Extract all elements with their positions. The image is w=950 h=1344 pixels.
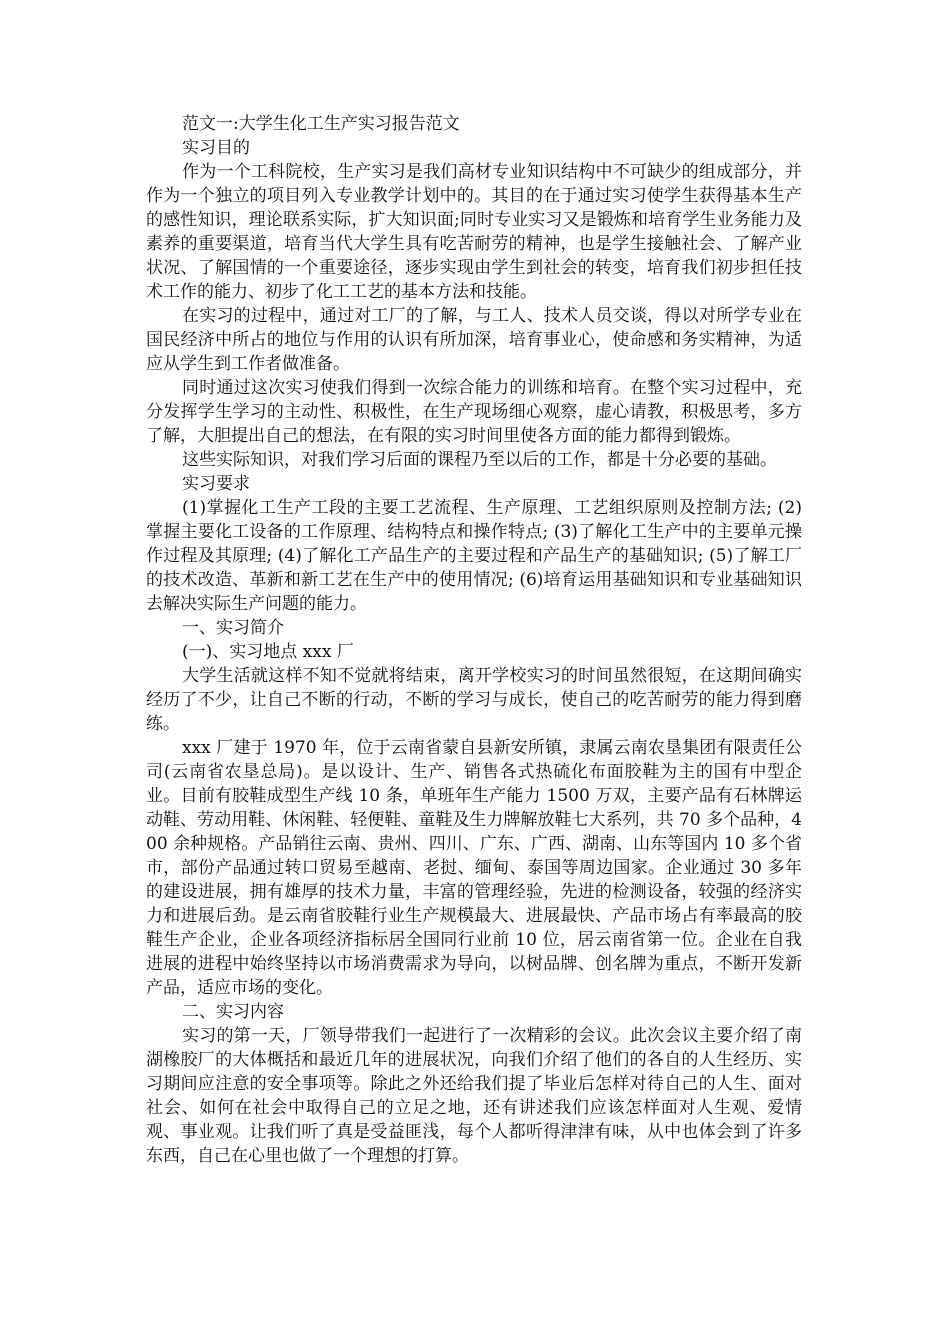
heading-section-two: 二、实习内容: [182, 1002, 284, 1022]
content-paragraph: 实习的第一天，厂领导带我们一起进行了一次精彩的会议。此次会议主要介绍了南湖橡胶厂的大体概括和最近几年的进展状况，向我们介绍了他们的各自的人生经历、实习期间应注意的安全事项等。除此之外还给我们提了毕业后怎样对待自己的人生、面对社会、如何在社会中取得自己的立足之地，还有讲述我们应该怎样面对人生观、爱情观、事业观。让我们听了真是受益匪浅，每个人都听得津津有味，从中也体会到了许多东西，自己在心里也做了一个理想的打算。: [146, 1026, 802, 1166]
document-title: 范文一:大学生化工生产实习报告范文: [182, 114, 460, 134]
requirements-paragraph: (1)掌握化工生产工段的主要工艺流程、生产原理、工艺组织原则及控制方法; (2)掌握主要化工设备的工作原理、结构特点和操作特点; (3)了解化工生产中的主要单元操作过程及其原理; (4)了解化工产品生产的主要过程和产品生产的基础知识; (5)了解工厂的技术改造、革新和新工艺在生产中的使用情况; (6)培育运用基础知识和专业基础知识去解决实际生产问题的能力。: [146, 498, 802, 614]
heading-section-one: 一、实习简介: [182, 618, 284, 638]
purpose-paragraph-4: 这些实际知识，对我们学习后面的课程乃至以后的工作，都是十分必要的基础。: [182, 450, 777, 470]
purpose-paragraph-3: 同时通过这次实习使我们得到一次综合能力的训练和培育。在整个实习过程中，充分发挥学生学习的主动性、积极性，在生产现场细心观察，虚心请教，积极思考，多方了解，大胆提出自己的想法，在有限的实习时间里使各方面的能力都得到锻炼。: [146, 378, 802, 446]
heading-requirements: 实习要求: [182, 474, 250, 494]
purpose-paragraph-2: 在实习的过程中，通过对工厂的了解，与工人、技术人员交谈，得以对所学专业在国民经济中所占的地位与作用的认识有所加深，培育事业心，使命感和务实精神，为适应从学生到工作者做准备。: [146, 306, 802, 374]
heading-location: (一)、实习地点 xxx 厂: [182, 642, 354, 662]
intro-paragraph-2: xxx 厂建于 1970 年，位于云南省蒙自县新安所镇，隶属云南农垦集团有限责任公司(云南省农垦总局)。是以设计、生产、销售各式热硫化布面胶鞋为主的国有中型企业。目前有胶鞋成型生产线 10 条，单班年生产能力 1500 万双，主要产品有石林牌运动鞋、劳动用鞋、休闲鞋、轻便鞋、童鞋及生力牌解放鞋七大系列，共 70 多个品种，400 余种规格。产品销往云南、贵州、四川、广东、广西、湖南、山东等国内 10 多个省市，部份产品通过转口贸易至越南、老挝、缅甸、泰国等周边国家。企业通过 30 多年的建设进展，拥有雄厚的技术力量，丰富的管理经验，先进的检测设备，较强的经济实力和进展后劲。是云南省胶鞋行业生产规模最大、进展最快、产品市场占有率最高的胶鞋生产企业，企业各项经济指标居全国同行业前 10 位，居云南省第一位。企业在自我进展的进程中始终坚持以市场消费需求为导向，以树品牌、创名牌为重点，不断开发新产品，适应市场的变化。: [146, 738, 802, 998]
purpose-paragraph-1: 作为一个工科院校，生产实习是我们高材专业知识结构中不可缺少的组成部分，并作为一个独立的项目列入专业教学计划中的。其目的在于通过实习使学生获得基本生产的感性知识，理论联系实际，扩大知识面;同时专业实习又是锻炼和培育学生业务能力及素养的重要渠道，培育当代大学生具有吃苦耐劳的精神，也是学生接触社会、了解产业状况、了解国情的一个重要途径，逐步实现由学生到社会的转变，培育我们初步担任技术工作的能力、初步了化工工艺的基本方法和技能。: [146, 162, 802, 302]
document-page: [146, 112, 802, 1168]
heading-purpose: 实习目的: [182, 138, 250, 158]
intro-paragraph-1: 大学生活就这样不知不觉就将结束，离开学校实习的时间虽然很短，在这期间确实经历了不少，让自己不断的行动，不断的学习与成长，使自己的吃苦耐劳的能力得到磨练。: [146, 666, 802, 734]
